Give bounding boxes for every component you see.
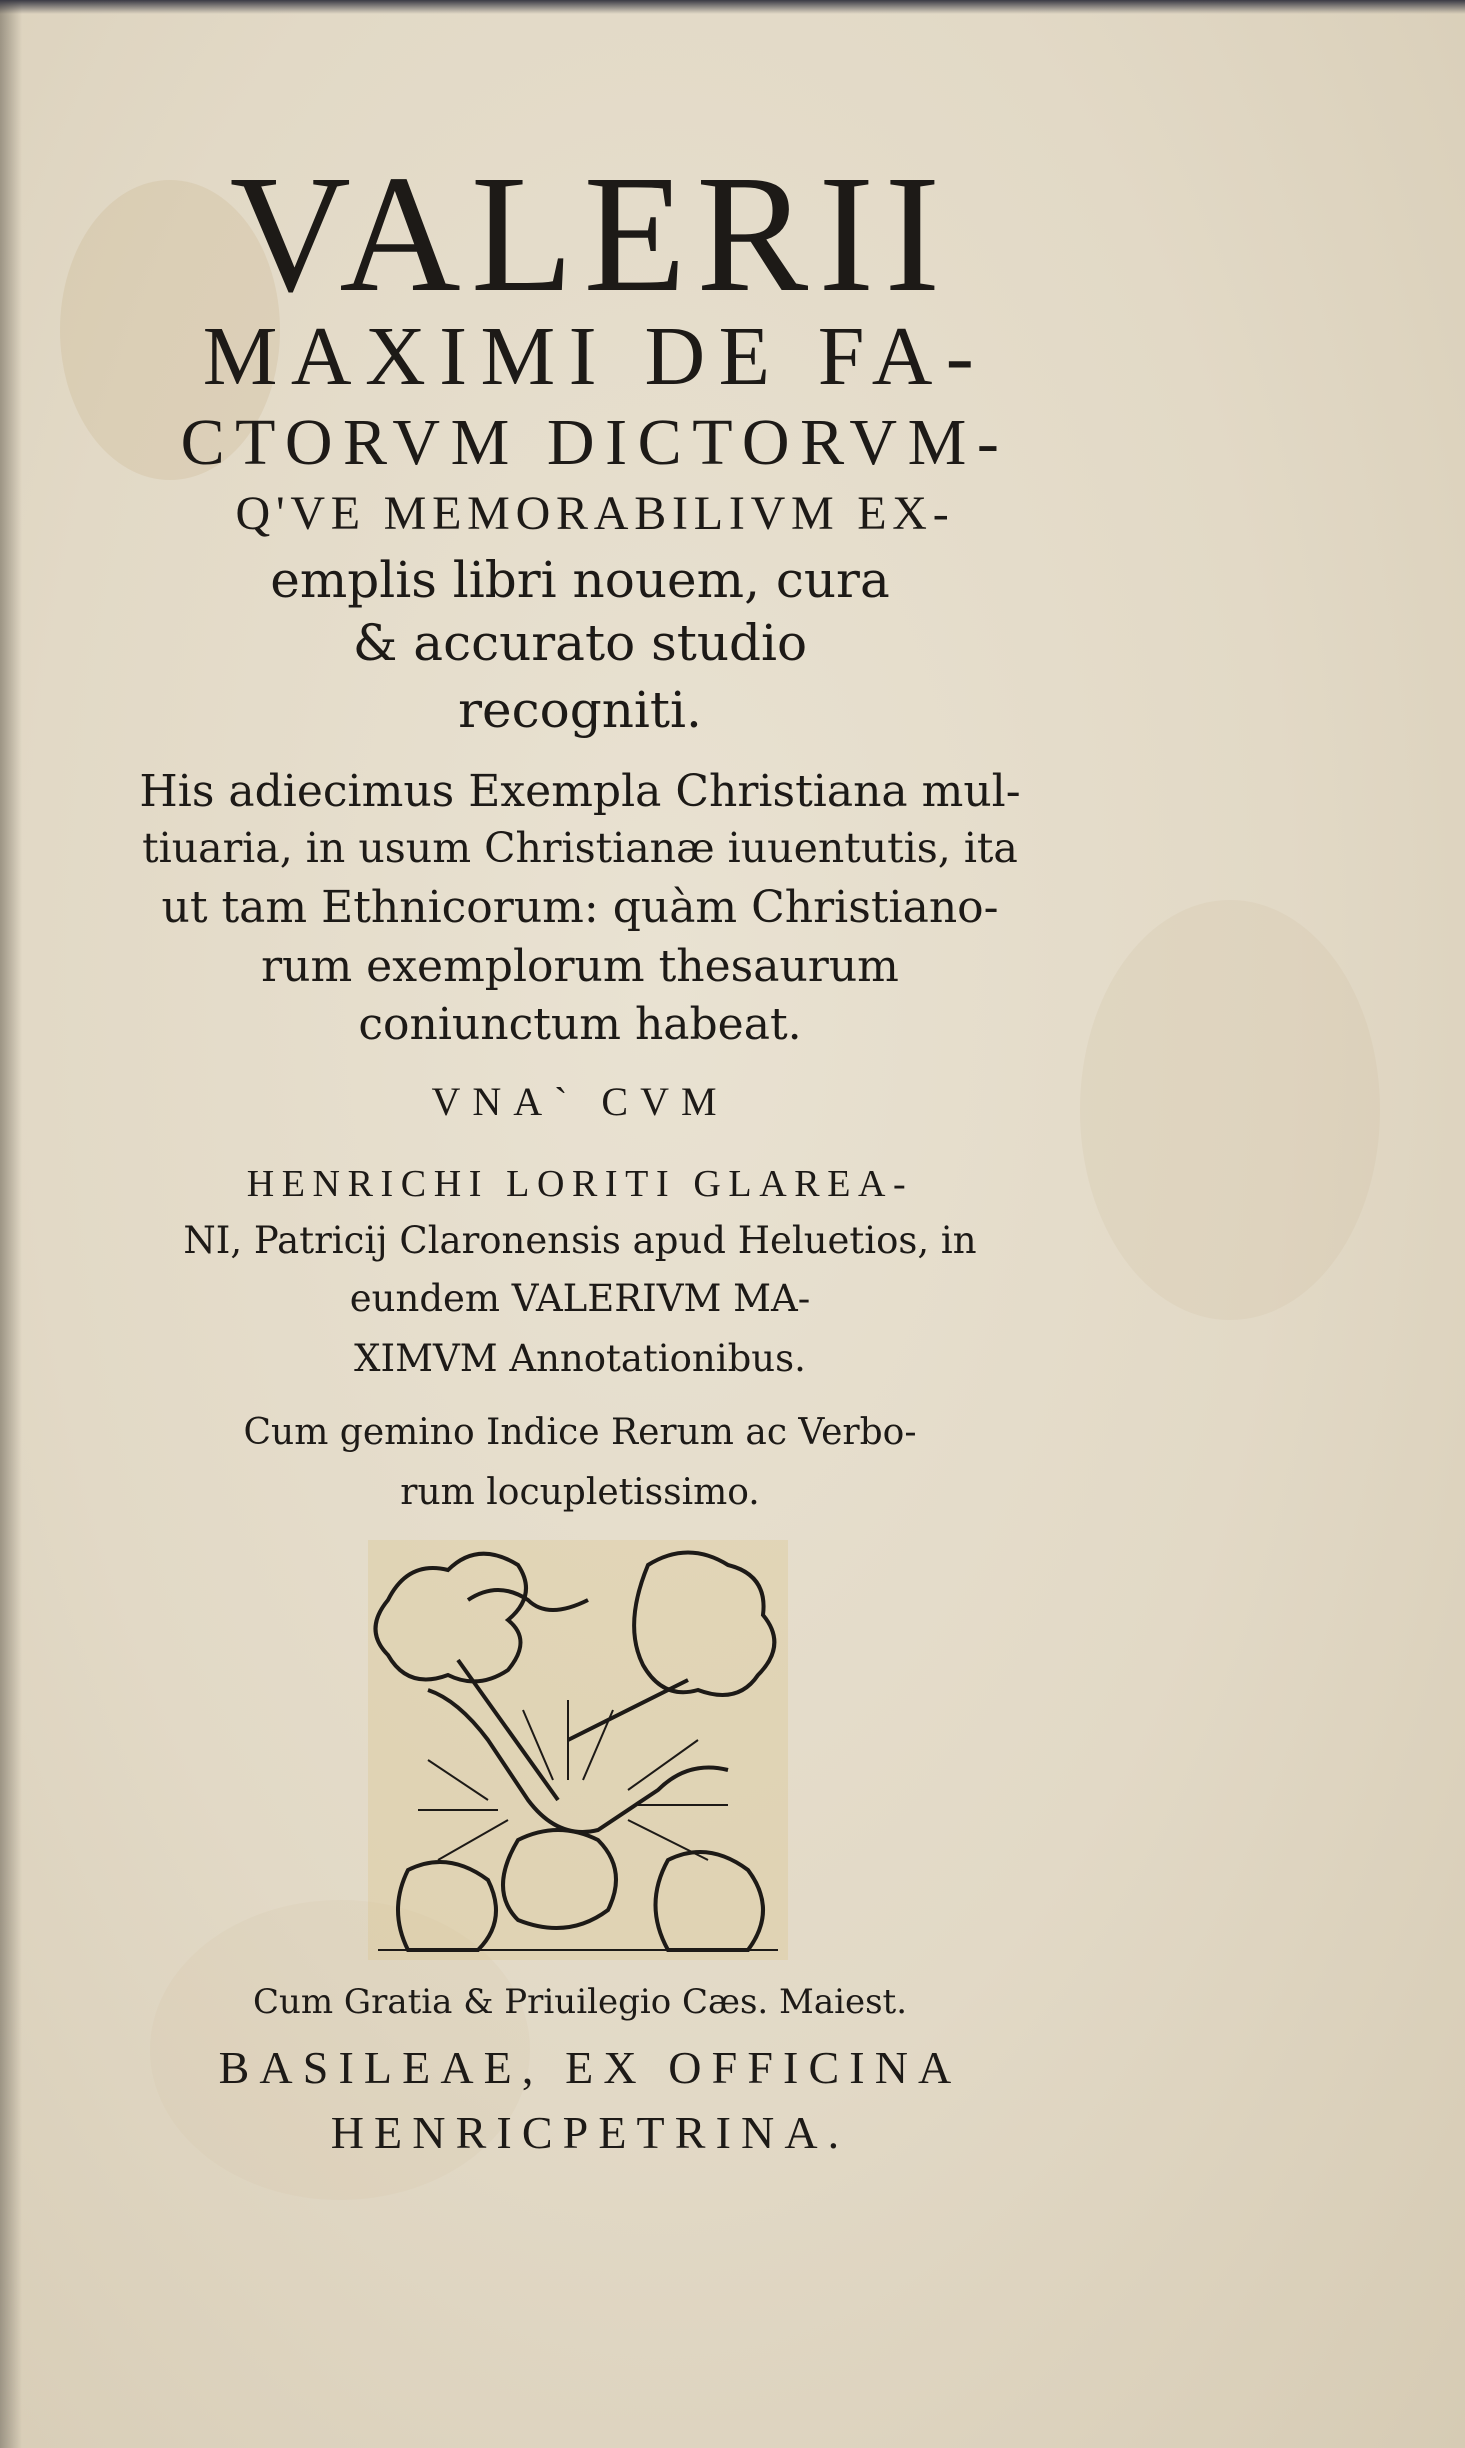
una-cum: VNA` CVM	[431, 1079, 729, 1124]
annotations-line-2: NI, Patricij Claronensis apud Heluetios, in	[183, 1219, 977, 1262]
subtitle-line-2: & accurato studio	[352, 614, 808, 672]
description-line-1: His adiecimus Exempla Christiana mul-	[139, 766, 1021, 817]
imprint-line-2: HENRICPETRINA.	[330, 2107, 850, 2158]
title-line-3: CTORVM DICTORVM-	[180, 406, 1010, 479]
printer-device-woodcut-icon	[368, 1540, 788, 1960]
subtitle-line-3: recogniti.	[458, 681, 702, 739]
index-line-2: rum locupletissimo.	[400, 1472, 760, 1513]
description-line-2: tiuaria, in usum Christianæ iuuentutis, ita	[142, 824, 1018, 872]
annotations-line-3: eundem VALERIVM MA-	[349, 1277, 811, 1320]
description-line-3: ut tam Ethnicorum: quàm Christiano-	[161, 882, 999, 933]
description-line-5: coniunctum habeat.	[358, 999, 802, 1050]
subtitle-line-1: emplis libri nouem, cura	[270, 551, 890, 609]
annotations-line-4: XIMVM Annotationibus.	[354, 1337, 806, 1380]
index-line-1: Cum gemino Indice Rerum ac Verbo-	[243, 1412, 917, 1453]
imprint-line-1: BASILEAE, EX OFFICINA	[218, 2042, 962, 2093]
title-line-4: Q'VE MEMORABILIVM EX-	[235, 487, 955, 540]
title-line-1: VALERII	[229, 141, 951, 327]
annotations-line-1: HENRICHI LORITI GLAREA-	[246, 1163, 914, 1205]
cover-edge	[0, 0, 1465, 14]
description-line-4: rum exemplorum thesaurum	[261, 941, 899, 992]
paper-stain	[1080, 900, 1380, 1320]
privilege-line: Cum Gratia & Priuilegio Cæs. Maiest.	[252, 1982, 908, 2022]
title-line-2: MAXIMI DE FA-	[202, 310, 988, 403]
binding-shadow	[0, 0, 22, 2448]
